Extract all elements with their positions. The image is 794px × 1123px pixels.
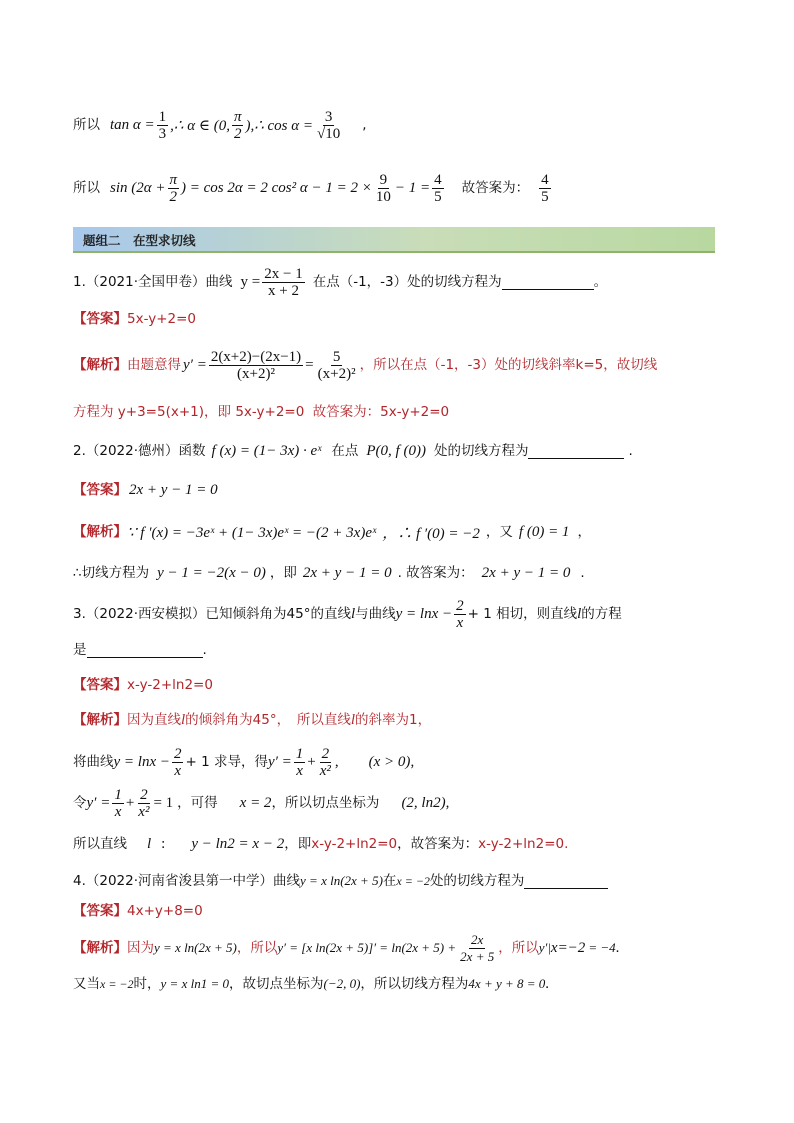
text: 3.（2022·西安模拟）已知倾斜角为45°的直线 bbox=[73, 606, 351, 622]
text: 与曲线 bbox=[355, 606, 396, 622]
answer-label: 【答案】 bbox=[73, 311, 127, 327]
math: 4x + y + 8 = 0 bbox=[468, 976, 546, 991]
q3-solution-4 bbox=[73, 834, 568, 854]
text: 令 bbox=[73, 795, 87, 811]
text: ，所以 bbox=[236, 940, 278, 956]
math: y′| bbox=[538, 940, 551, 955]
answer-value: 5x-y+2=0 bbox=[127, 311, 197, 327]
text: ，可得 bbox=[177, 795, 218, 811]
text: . 故答案为： bbox=[397, 565, 474, 581]
text: . bbox=[202, 642, 207, 658]
text: ，即 bbox=[269, 565, 297, 581]
math: l bbox=[350, 711, 356, 728]
q2-answer bbox=[73, 480, 218, 500]
text: 4.（2022·河南省浚县第一中学）曲线 bbox=[73, 873, 301, 889]
fraction: $\frac{9}{10}$ bbox=[375, 171, 391, 205]
q3-stem bbox=[73, 594, 622, 634]
math: l bbox=[181, 711, 186, 728]
fraction: $\frac{2x}{2x + 5}$ bbox=[460, 931, 495, 964]
math: ),∴ cos α = bbox=[245, 117, 313, 134]
text: ，即 bbox=[204, 404, 232, 420]
math: x = −2 bbox=[396, 873, 430, 888]
text: . bbox=[580, 565, 585, 581]
math: ，∴ f ′(0) = −2 bbox=[382, 525, 480, 542]
text: 又当 bbox=[73, 976, 100, 992]
fraction: $\frac{2(x+2)-(2x-1)}{\text{(x+2)²}}$ bbox=[210, 348, 302, 382]
text: 在点 bbox=[331, 443, 359, 459]
text: + 1 相切，则直线 bbox=[467, 606, 578, 622]
text: ∴切线方程为 bbox=[73, 565, 150, 581]
math: ) = cos 2α = 2 cos² α − 1 = 2 × bbox=[181, 179, 372, 196]
q1-stem bbox=[73, 262, 607, 302]
answer-value: 2x + y − 1 = 0 bbox=[129, 481, 218, 498]
math: , bbox=[445, 794, 450, 811]
math: . bbox=[545, 975, 550, 992]
math: y − ln2 = x − 2 bbox=[191, 835, 285, 852]
q3-solution-1 bbox=[73, 710, 431, 730]
math: , bbox=[410, 753, 415, 770]
text: 5x-y+2=0 bbox=[235, 404, 305, 420]
answer-blank bbox=[502, 275, 594, 290]
q3-solution-2 bbox=[73, 742, 414, 782]
answer-label: 【答案】 bbox=[73, 903, 127, 919]
fraction: $\frac{2}{\text{x²}}$ bbox=[138, 786, 150, 820]
text: 因为 bbox=[127, 940, 154, 956]
math: l bbox=[577, 605, 582, 622]
math: y = bbox=[240, 273, 261, 290]
math: y′ = [x ln(2x + 5)]′ = ln(2x + 5) + bbox=[277, 940, 457, 955]
math: l bbox=[350, 605, 356, 622]
math: − 1 = bbox=[394, 179, 431, 196]
text: ，所以切点坐标为 bbox=[271, 795, 380, 811]
text: 故答案为： bbox=[312, 404, 381, 420]
fraction: $\frac{2}{x}$ bbox=[456, 597, 464, 631]
intro-line-1 bbox=[73, 105, 367, 145]
text: ，故答案为： bbox=[397, 836, 479, 852]
text: 时， bbox=[133, 976, 161, 992]
q2-solution-1 bbox=[73, 521, 591, 543]
text: ，故切点坐标为 bbox=[228, 976, 324, 992]
section-banner bbox=[73, 227, 715, 253]
math: sin (2α + bbox=[110, 179, 166, 196]
math: x=−2 bbox=[550, 939, 586, 956]
intro-line-2 bbox=[73, 166, 553, 210]
math: (−2, 0) bbox=[323, 976, 361, 991]
section-title: 题组二 在型求切线 bbox=[83, 233, 196, 248]
math: y = x ln(2x + 5) bbox=[154, 940, 237, 955]
math: , bbox=[334, 753, 339, 770]
q2-solution-2 bbox=[73, 562, 585, 584]
answer-blank bbox=[524, 874, 608, 889]
q4-solution-1 bbox=[73, 928, 619, 968]
math: y′ = bbox=[267, 753, 292, 770]
text: ，又 bbox=[485, 524, 513, 540]
math: x = 2 bbox=[239, 794, 272, 811]
math: (2, ln2) bbox=[401, 794, 446, 811]
q1-solution-1 bbox=[73, 342, 657, 388]
math: 2x + y − 1 = 0 bbox=[481, 564, 571, 581]
math: 2x + y − 1 = 0 bbox=[302, 564, 392, 581]
q3-answer bbox=[73, 676, 213, 694]
math: y′ = bbox=[183, 356, 207, 373]
text: y+3=5(x+1) bbox=[117, 404, 205, 420]
text: 将曲线 bbox=[73, 754, 114, 770]
text: 故答案为： bbox=[461, 180, 530, 196]
answer-value: 4x+y+8=0 bbox=[127, 903, 203, 919]
fraction: $\frac{1}{x}$ bbox=[295, 745, 304, 779]
math: f (x) = (1− 3x) · eˣ bbox=[211, 442, 322, 459]
text: 2.（2022·德州）函数 bbox=[73, 443, 206, 459]
text: 处的切线方程为 bbox=[433, 443, 529, 459]
text: ，所以切线方程为 bbox=[360, 976, 469, 992]
fraction: $\frac{5}{\text{(x+2)²}}$ bbox=[317, 348, 356, 382]
math: + bbox=[125, 794, 135, 811]
answer-label: 【答案】 bbox=[73, 482, 127, 498]
math: + bbox=[307, 753, 316, 770]
fraction: $\frac{4}{5}$ bbox=[541, 171, 549, 205]
q3-solution-3 bbox=[73, 783, 449, 823]
math: = bbox=[305, 356, 314, 373]
text: 在 bbox=[382, 873, 397, 889]
text: ，即 bbox=[284, 836, 312, 852]
fraction: $\frac{\pi}{2}$ bbox=[169, 171, 178, 205]
text: 由题意得 bbox=[127, 357, 181, 373]
solution-label: 【解析】 bbox=[73, 940, 127, 956]
text: 是 bbox=[73, 642, 87, 658]
text: ，所以在点（-1，-3）处的切线斜率 bbox=[359, 357, 576, 373]
answer-blank bbox=[528, 444, 624, 459]
answer-label: 【答案】 bbox=[73, 677, 127, 693]
solution-label: 【解析】 bbox=[73, 357, 127, 373]
text: k=5 bbox=[575, 357, 604, 373]
math: l bbox=[147, 835, 152, 852]
text: 因为直线 bbox=[127, 712, 181, 728]
q1-solution-2 bbox=[73, 403, 449, 421]
text: 所以 bbox=[73, 180, 100, 196]
math: y = lnx − bbox=[395, 605, 453, 622]
text: 处的切线方程为 bbox=[429, 873, 525, 889]
fraction: $\frac{2x - 1}{x + 2}$ bbox=[264, 265, 303, 299]
solution-label: 【解析】 bbox=[73, 712, 127, 728]
fraction: $\frac{1}{x}$ bbox=[114, 786, 122, 820]
math: tan α = bbox=[110, 116, 155, 133]
math: . bbox=[615, 939, 620, 956]
q4-stem bbox=[73, 871, 608, 891]
text: 的倾斜角为45°， 所以直线 bbox=[185, 712, 351, 728]
q2-stem bbox=[73, 440, 633, 462]
math: = −4 bbox=[588, 940, 616, 955]
q3-stem-2 bbox=[73, 640, 207, 660]
math: y = x ln1 = 0 bbox=[160, 976, 229, 991]
text: 的方程 bbox=[581, 606, 622, 622]
q4-solution-2 bbox=[73, 974, 549, 994]
text: ， bbox=[577, 524, 591, 540]
math: y = x ln(2x + 5) bbox=[300, 873, 383, 888]
text: 1.（2021·全国甲卷）曲线 bbox=[73, 274, 233, 290]
text: ，故切线 bbox=[603, 357, 658, 373]
q4-answer bbox=[73, 902, 203, 920]
math: P(0, f (0)) bbox=[366, 442, 426, 459]
text: 5x-y+2=0 bbox=[380, 404, 450, 420]
math: : bbox=[161, 835, 166, 852]
math: ,∴ α ∈ (0, bbox=[170, 117, 230, 134]
solution-label: 【解析】 bbox=[73, 524, 127, 540]
text: . bbox=[628, 443, 633, 459]
text: 方程为 bbox=[73, 404, 114, 420]
fraction: $\frac{4}{5}$ bbox=[434, 171, 442, 205]
math: f (0) = 1 bbox=[518, 523, 570, 540]
math: y = lnx − bbox=[113, 753, 170, 770]
text: 。 bbox=[593, 274, 608, 290]
fraction: $\frac{1}{3}$ bbox=[158, 108, 167, 142]
q1-answer bbox=[73, 310, 196, 328]
text: 的斜率为1， bbox=[355, 712, 432, 728]
fraction: $\frac{2}{\text{x²}}$ bbox=[319, 745, 331, 779]
math: y′ = bbox=[86, 794, 111, 811]
text: x-y-2+ln2=0 bbox=[311, 836, 398, 852]
text: ，所以 bbox=[498, 940, 539, 956]
text: 所以直线 bbox=[73, 836, 127, 852]
fraction: $\frac{\pi}{2}$ bbox=[233, 108, 242, 142]
fraction: $\frac{3}{√10}$ bbox=[316, 108, 341, 142]
text: x-y-2+ln2=0. bbox=[478, 836, 569, 852]
math: (x > 0) bbox=[368, 753, 411, 770]
answer-blank bbox=[87, 643, 203, 658]
math: ∵ f ′(x) = −3eˣ + (1− 3x)eˣ = −(2 + 3x)eˣ bbox=[127, 524, 377, 541]
text: 在点（-1，-3）处的切线方程为 bbox=[312, 274, 502, 290]
math: x = −2 bbox=[100, 976, 134, 991]
math: y − 1 = −2(x − 0) bbox=[157, 564, 266, 581]
answer-value: x-y-2+ln2=0 bbox=[127, 677, 213, 693]
math: = 1 bbox=[153, 794, 174, 811]
text: + 1 求导，得 bbox=[185, 754, 268, 770]
fraction: $\frac{2}{x}$ bbox=[173, 745, 182, 779]
text: 所以 bbox=[73, 117, 100, 133]
text: , bbox=[362, 117, 367, 133]
